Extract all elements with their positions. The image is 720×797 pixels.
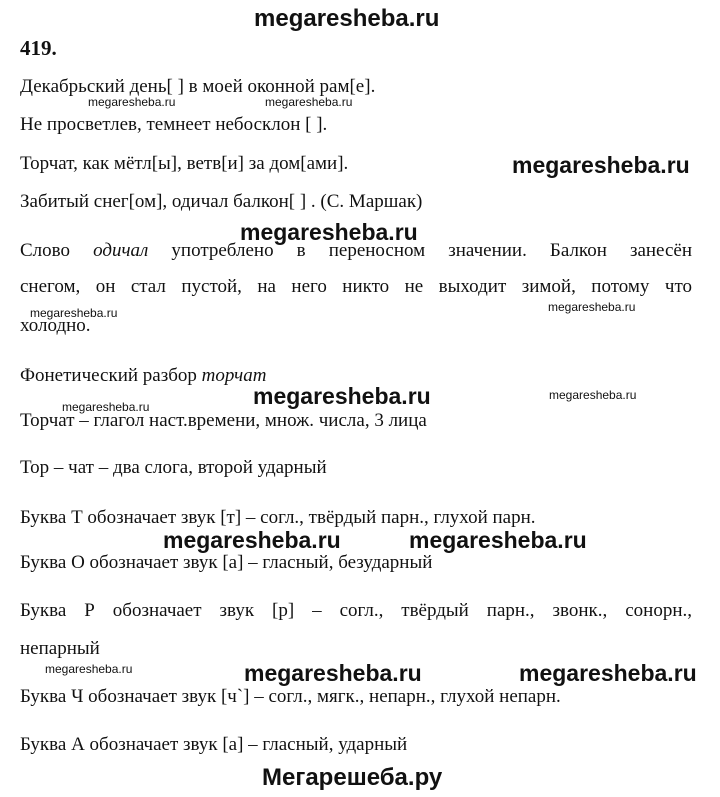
phonetic-letter-a: Буква А обозначает звук [а] – гласный, ударный — [20, 734, 408, 755]
phonetic-line-1: Торчат – глагол наст.времени, множ. числа, 3 лица — [20, 410, 427, 431]
watermark-big: megaresheba.ru — [240, 219, 418, 245]
poem-line-1: Декабрьский день[ ] в моей оконной рам[е]. — [20, 76, 376, 97]
phonetic-title-prefix: Фонетический разбор — [20, 365, 202, 386]
phonetic-letter-t: Буква Т обозначает звук [т] – согл., твёрдый парн., глухой парн. — [20, 507, 536, 528]
poem-line-3: Торчат, как мётл[ы], ветв[и] за дом[ами]. — [20, 153, 349, 174]
exercise-number: 419. — [20, 36, 57, 60]
phonetic-title — [20, 364, 266, 388]
watermark-big: megaresheba.ru — [409, 527, 587, 553]
watermark-big: megaresheba.ru — [244, 660, 422, 686]
phonetic-line-2: Тор – чат – два слога, второй ударный — [20, 457, 327, 478]
phonetic-letter-ch: Буква Ч обозначает звук [ч`] – согл., мягк., непарн., глухой непарн. — [20, 686, 561, 707]
footer-brand: Мегарешеба.ру — [262, 764, 443, 791]
watermark-small: megaresheba.ru — [62, 400, 150, 414]
poem-line-4: Забитый снег[ом], одичал балкон[ ] . (С. Маршак) — [20, 191, 423, 212]
header-site-title: megaresheba.ru — [254, 5, 440, 32]
watermark-small: megaresheba.ru — [265, 95, 353, 109]
watermark-big: megaresheba.ru — [163, 527, 341, 553]
watermark-small: megaresheba.ru — [88, 95, 176, 109]
explanation-line-2: снегом, он стал пустой, на него никто не выходит зимой, потому что — [20, 276, 692, 297]
phonetic-title-word: торчат — [201, 365, 267, 386]
phonetic-letter-r-1: Буква Р обозначает звук [р] – согл., твёрдый парн., звонк., сонорн., — [20, 600, 692, 621]
explanation-line-3: холодно. — [20, 315, 91, 336]
phonetic-letter-r-2: непарный — [20, 638, 100, 659]
explanation-word: одичал — [93, 240, 149, 261]
watermark-small: megaresheba.ru — [549, 388, 637, 402]
watermark-small: megaresheba.ru — [30, 306, 118, 320]
phonetic-letter-o: Буква О обозначает звук [а] – гласный, безударный — [20, 552, 433, 573]
watermark-big: megaresheba.ru — [512, 152, 690, 178]
watermark-small: megaresheba.ru — [45, 662, 133, 676]
explanation-line-1 — [20, 239, 692, 263]
watermark-big: megaresheba.ru — [519, 660, 697, 686]
watermark-big: megaresheba.ru — [253, 383, 431, 409]
watermark-small: megaresheba.ru — [548, 300, 636, 314]
explanation-rest: употреблено в переносном значении. Балкон занесён — [148, 240, 692, 261]
explanation-lead: Слово — [20, 240, 94, 261]
poem-line-2: Не просветлев, темнеет небосклон [ ]. — [20, 114, 328, 135]
